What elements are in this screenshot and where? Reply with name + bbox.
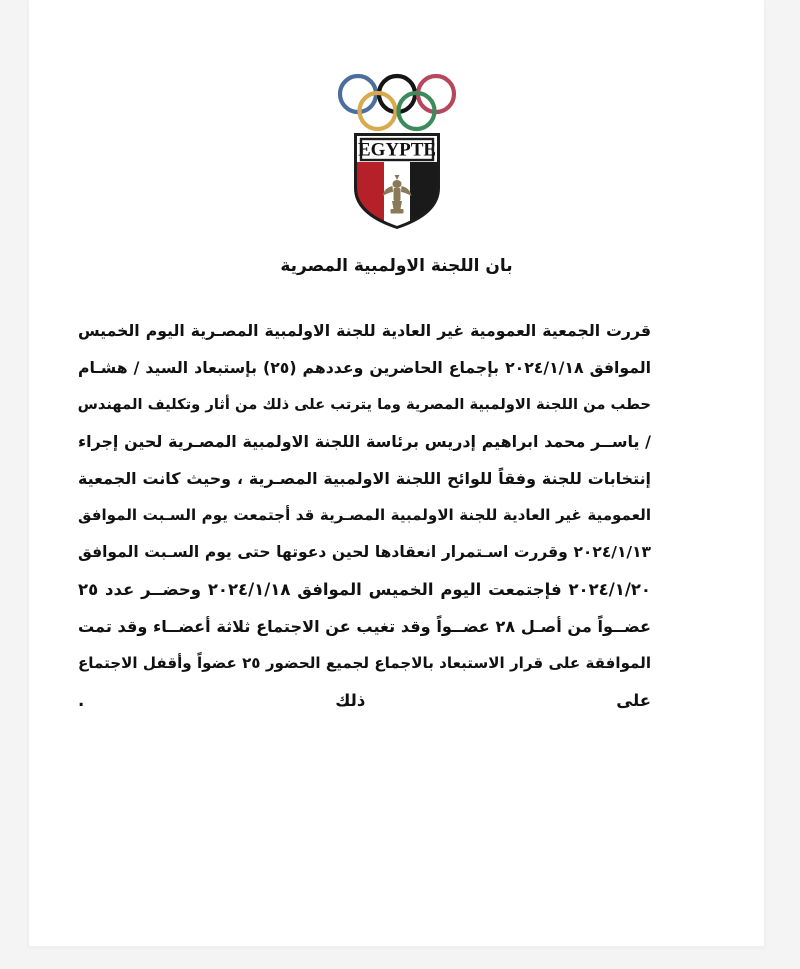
document-body [78,312,651,719]
egyptian-olympic-committee-logo [29,72,764,235]
body-line-final: على ذلك . [78,691,651,710]
document-heading: بان اللجنة الاولمبية المصرية [280,256,513,276]
egypt-shield [351,130,443,235]
shield-label: EGYPTE [357,139,436,161]
egypt-shield-icon [351,130,443,230]
body-line: ٢٠٢٤/١/٢٠ فإجتمعت اليوم الخميس الموافق ٢٠٢٤/١/١٨ وحضــر عدد ٢٥ [78,580,652,599]
body-line: / ياســر محمد ابراهيم إدريس برئاسة اللجنة الاولمبية المصـرية لحين إجراء [78,432,651,451]
body-line: ٢٠٢٤/١/١٣ وقررت اسـتمرار انعقادها لحين دعوتها حتى يوم السـبت الموافق [78,543,651,561]
body-line: إنتخابات للجنة وفقاً للوائح اللجنة الاولمبية المصـرية ، وحيث كانت الجمعية [78,469,651,488]
body-line: الموافقة على قرار الاستبعاد بالاجماع لجميع الحضور ٢٥ عضواً وأقفل الاجتماع [78,654,651,672]
body-line: العمومية غير العادية للجنة الاولمبية المصـرية قد أجتمعت يوم السـبت الموافق [78,506,651,524]
body-line: حطب من اللجنة الاولمبية المصرية وما يترتب على ذلك من أثار وتكليف المهندس [77,396,651,413]
body-line: عضــواً من أصـل ٢٨ عضــواً وقد تغيب عن الاجتماع ثلاثة أعضــاء وقد تمت [78,617,652,636]
document-page [28,0,765,947]
olympic-rings-icon [336,72,458,134]
body-line: قررت الجمعية العمومية غير العادية للجنة الاولمبية المصـرية اليوم الخميس [78,321,651,340]
body-line: الموافق ٢٠٢٤/١/١٨ بإجماع الحاضرين وعددهم (٢٥) بإستبعاد السيد / هشـام [78,358,652,377]
